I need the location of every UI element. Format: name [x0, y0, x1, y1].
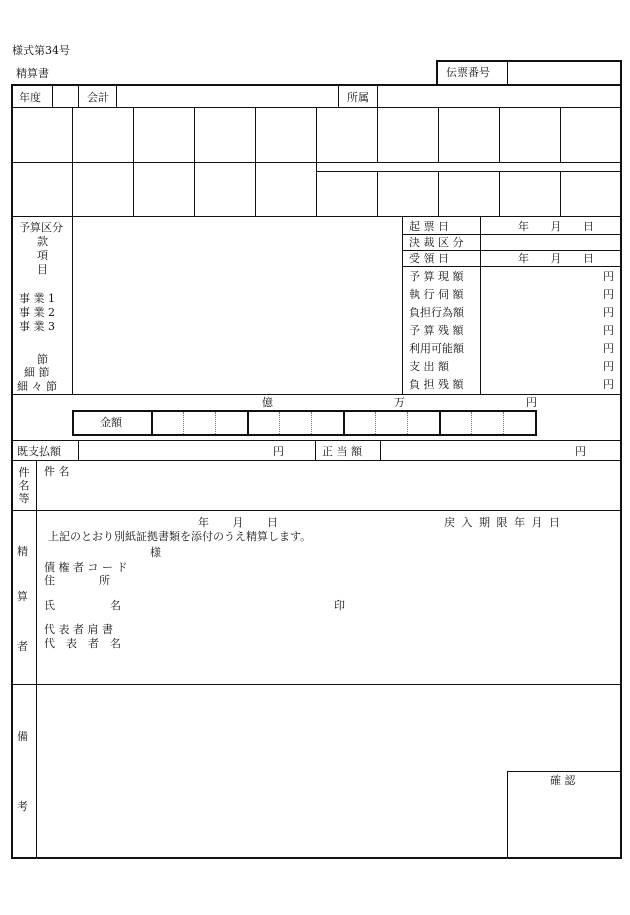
- budget-category-label: 予算区分: [19, 221, 63, 234]
- obligation-balance-label: 負 担 残 額: [409, 378, 464, 391]
- business-3-label: 事 業 3: [19, 320, 55, 333]
- budget-current-label: 予 算 現 額: [409, 270, 464, 283]
- frame-right: [620, 84, 622, 859]
- return-deadline: 戻 入 期 限 年 月 日: [444, 516, 560, 529]
- obligation-balance-unit: 円: [603, 378, 614, 391]
- expenditure-unit: 円: [603, 360, 614, 373]
- oku-unit: 億: [262, 396, 273, 409]
- creditor-name-label: 氏 名: [44, 599, 121, 612]
- yen-unit: 円: [526, 396, 537, 409]
- settler-side-label-3: 者: [17, 640, 28, 653]
- available-amount-unit: 円: [603, 342, 614, 355]
- settlement-date: 年 月 日: [198, 516, 278, 529]
- frame-bottom: [11, 857, 622, 859]
- frame-left: [11, 84, 13, 859]
- amount-label: 金額: [100, 416, 122, 429]
- expenditure-label: 支 出 額: [409, 360, 449, 373]
- year-label: 年度: [19, 91, 41, 104]
- representative-title-label: 代 表 者 肩 書: [44, 623, 113, 636]
- obligation-amount-unit: 円: [603, 306, 614, 319]
- form-number: 様式第34号: [12, 44, 70, 57]
- affiliation-label: 所属: [347, 91, 369, 104]
- receipt-date-value: 年 月 日: [518, 252, 594, 265]
- draft-date-value: 年 月 日: [518, 220, 594, 233]
- business-2-label: 事 業 2: [19, 306, 55, 319]
- slip-number-label: 伝票番号: [446, 66, 490, 79]
- settlement-statement: 上記のとおり別紙証拠書類を添付のうえ精算します。: [48, 530, 312, 543]
- budget-balance-label: 予 算 残 額: [409, 324, 464, 337]
- execution-request-label: 執 行 伺 額: [409, 288, 464, 301]
- approval-category-label: 決 裁 区 分: [409, 236, 464, 249]
- paid-amount-unit: 円: [273, 445, 284, 458]
- obligation-amount-label: 負担行為額: [409, 306, 464, 319]
- slip-number-field[interactable]: [512, 66, 616, 80]
- remarks-side-label-1: 備: [17, 730, 28, 743]
- receipt-date-label: 受 領 日: [409, 252, 449, 265]
- addressee-sama: 様: [150, 546, 161, 559]
- subject-side-label: 件名等: [18, 466, 30, 505]
- confirm-label: 確 認: [550, 774, 576, 787]
- paid-amount-label: 既支払額: [17, 445, 61, 458]
- address-label: 住 所: [44, 574, 110, 587]
- budget-balance-unit: 円: [603, 324, 614, 337]
- budget-kan-label: 款: [37, 235, 48, 248]
- confirm-stamp-area[interactable]: [509, 789, 619, 855]
- available-amount-label: 利用可能額: [409, 342, 464, 355]
- saisaisetsu-label: 細 々 節: [17, 380, 57, 393]
- man-unit: 万: [394, 396, 405, 409]
- remarks-side-label-2: 考: [17, 800, 28, 813]
- budget-moku-label: 目: [37, 263, 48, 276]
- creditor-code-label: 債 権 者 コ ー ド: [44, 561, 128, 574]
- subject-name-label: 件 名: [44, 465, 70, 478]
- seal-mark: 印: [334, 599, 345, 612]
- execution-request-unit: 円: [603, 288, 614, 301]
- representative-name-label: 代 表 者 名: [44, 637, 121, 650]
- setsu-label: 節: [37, 353, 48, 366]
- frame-top: [11, 84, 622, 86]
- draft-date-label: 起 票 日: [409, 220, 449, 233]
- account-label: 会計: [87, 91, 109, 104]
- budget-kou-label: 項: [37, 249, 48, 262]
- form-title: 精算書: [16, 67, 49, 80]
- proper-amount-label: 正 当 額: [322, 445, 362, 458]
- saisetsu-label: 細 節: [24, 366, 50, 379]
- business-1-label: 事 業 1: [19, 292, 55, 305]
- proper-amount-unit: 円: [575, 445, 586, 458]
- budget-current-unit: 円: [603, 270, 614, 283]
- settler-side-label-2: 算: [17, 590, 28, 603]
- settler-side-label-1: 精: [17, 545, 28, 558]
